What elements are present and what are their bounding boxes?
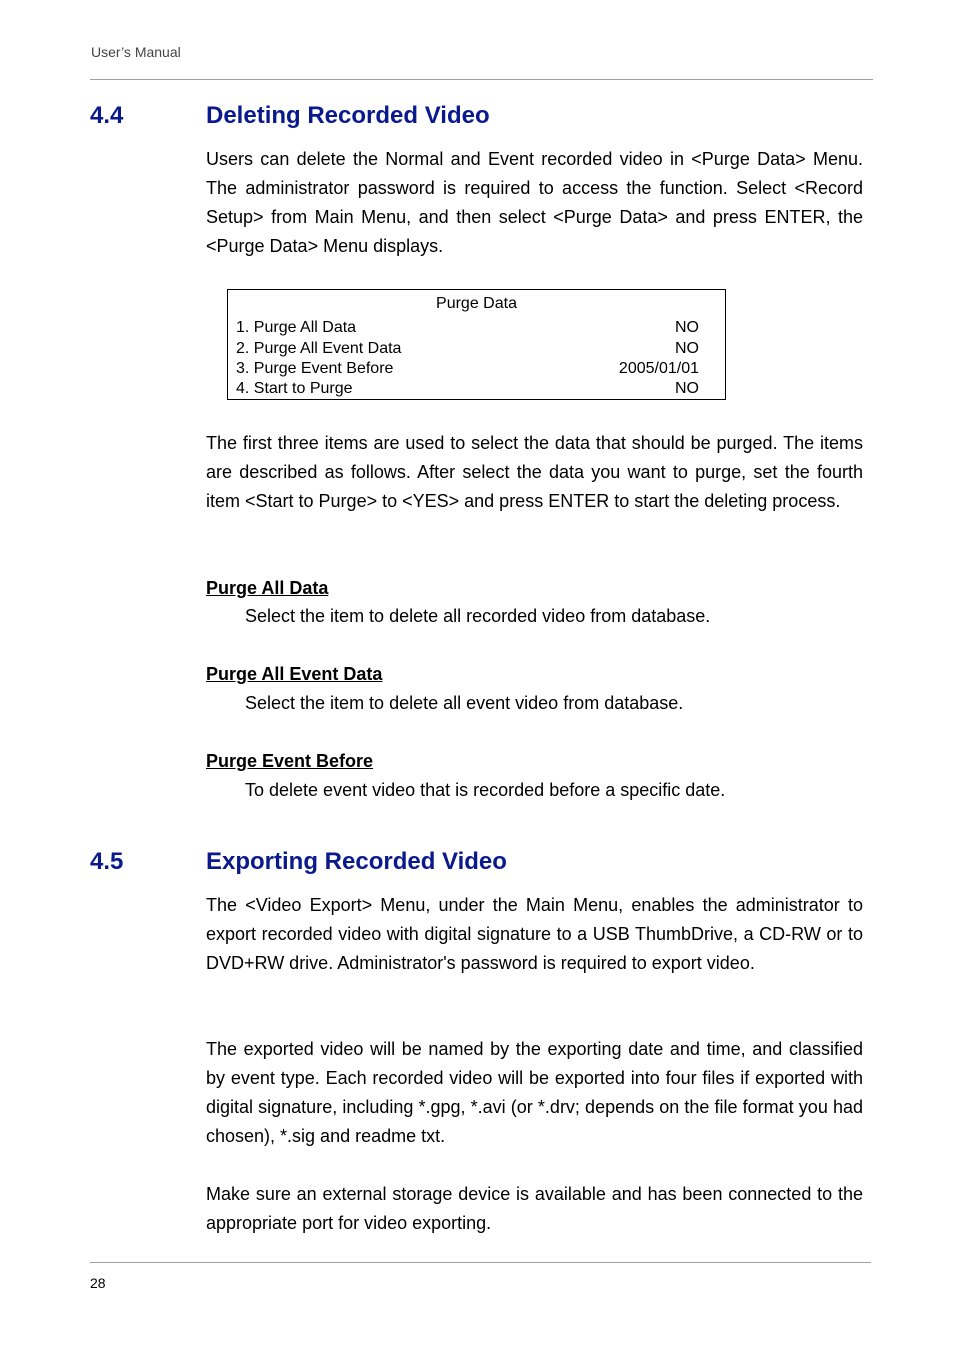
item-description: Select the item to delete all event video from database. [245,693,684,713]
menu-row [236,379,699,399]
item-heading: Purge All Data [206,578,329,598]
menu-row-value: 2005/01/01 [618,360,699,377]
running-header: User’s Manual [91,44,181,60]
menu-row-label: 2. Purge All Event Data [236,340,402,357]
menu-row [236,359,699,379]
purge-data-menu [227,289,726,400]
intro-paragraph: Users can delete the Normal and Event recorded video in <Purge Data> Menu. The administrator password is required to access the function. Select <Record Setup> from Main Menu, and then select <Purge Data> and press ENTER, the <Purge Data> Menu displays. [206,149,863,256]
body-paragraph: The exported video will be named by the exporting date and time, and classified by event type. Each recorded video will be exported into four files if exported with digital signature, including *.gpg, *.avi (or *.drv; depends on the file format you had chosen), *.sig and readme txt. [206,1039,863,1146]
after-menu-paragraph: The first three items are used to select the data that should be purged. The items are described as follows. After select the data you want to purge, set the fourth item <Start to Purge> to <YES> and press ENTER to start the deleting process. [206,433,863,511]
menu-title: Purge Data [436,295,517,312]
menu-row-value: NO [675,319,699,336]
footer-rule [90,1262,871,1263]
section-title: Exporting Recorded Video [206,848,507,875]
section-number: 4.5 [90,848,124,875]
menu-row [236,318,699,338]
item-heading: Purge Event Before [206,751,374,771]
menu-row [236,339,699,359]
item-description: Select the item to delete all recorded video from database. [245,606,711,626]
section-title: Deleting Recorded Video [206,102,490,129]
menu-row-value: NO [675,340,699,357]
menu-row-label: 4. Start to Purge [236,380,353,397]
menu-row-value: NO [675,380,699,397]
menu-row-label: 3. Purge Event Before [236,360,394,377]
page-number: 28 [90,1275,106,1291]
body-paragraph: The <Video Export> Menu, under the Main Menu, enables the administrator to export recorded video with digital signature to a USB ThumbDrive, a CD-RW or to DVD+RW drive. Administrator's password is required to export video. [206,895,863,973]
header-rule [90,79,873,80]
item-heading: Purge All Event Data [206,664,383,684]
body-paragraph: Make sure an external storage device is available and has been connected to the appropriate port for video exporting. [206,1184,863,1233]
section-number: 4.4 [90,102,124,129]
item-description: To delete event video that is recorded before a specific date. [245,780,726,800]
menu-row-label: 1. Purge All Data [236,319,357,336]
